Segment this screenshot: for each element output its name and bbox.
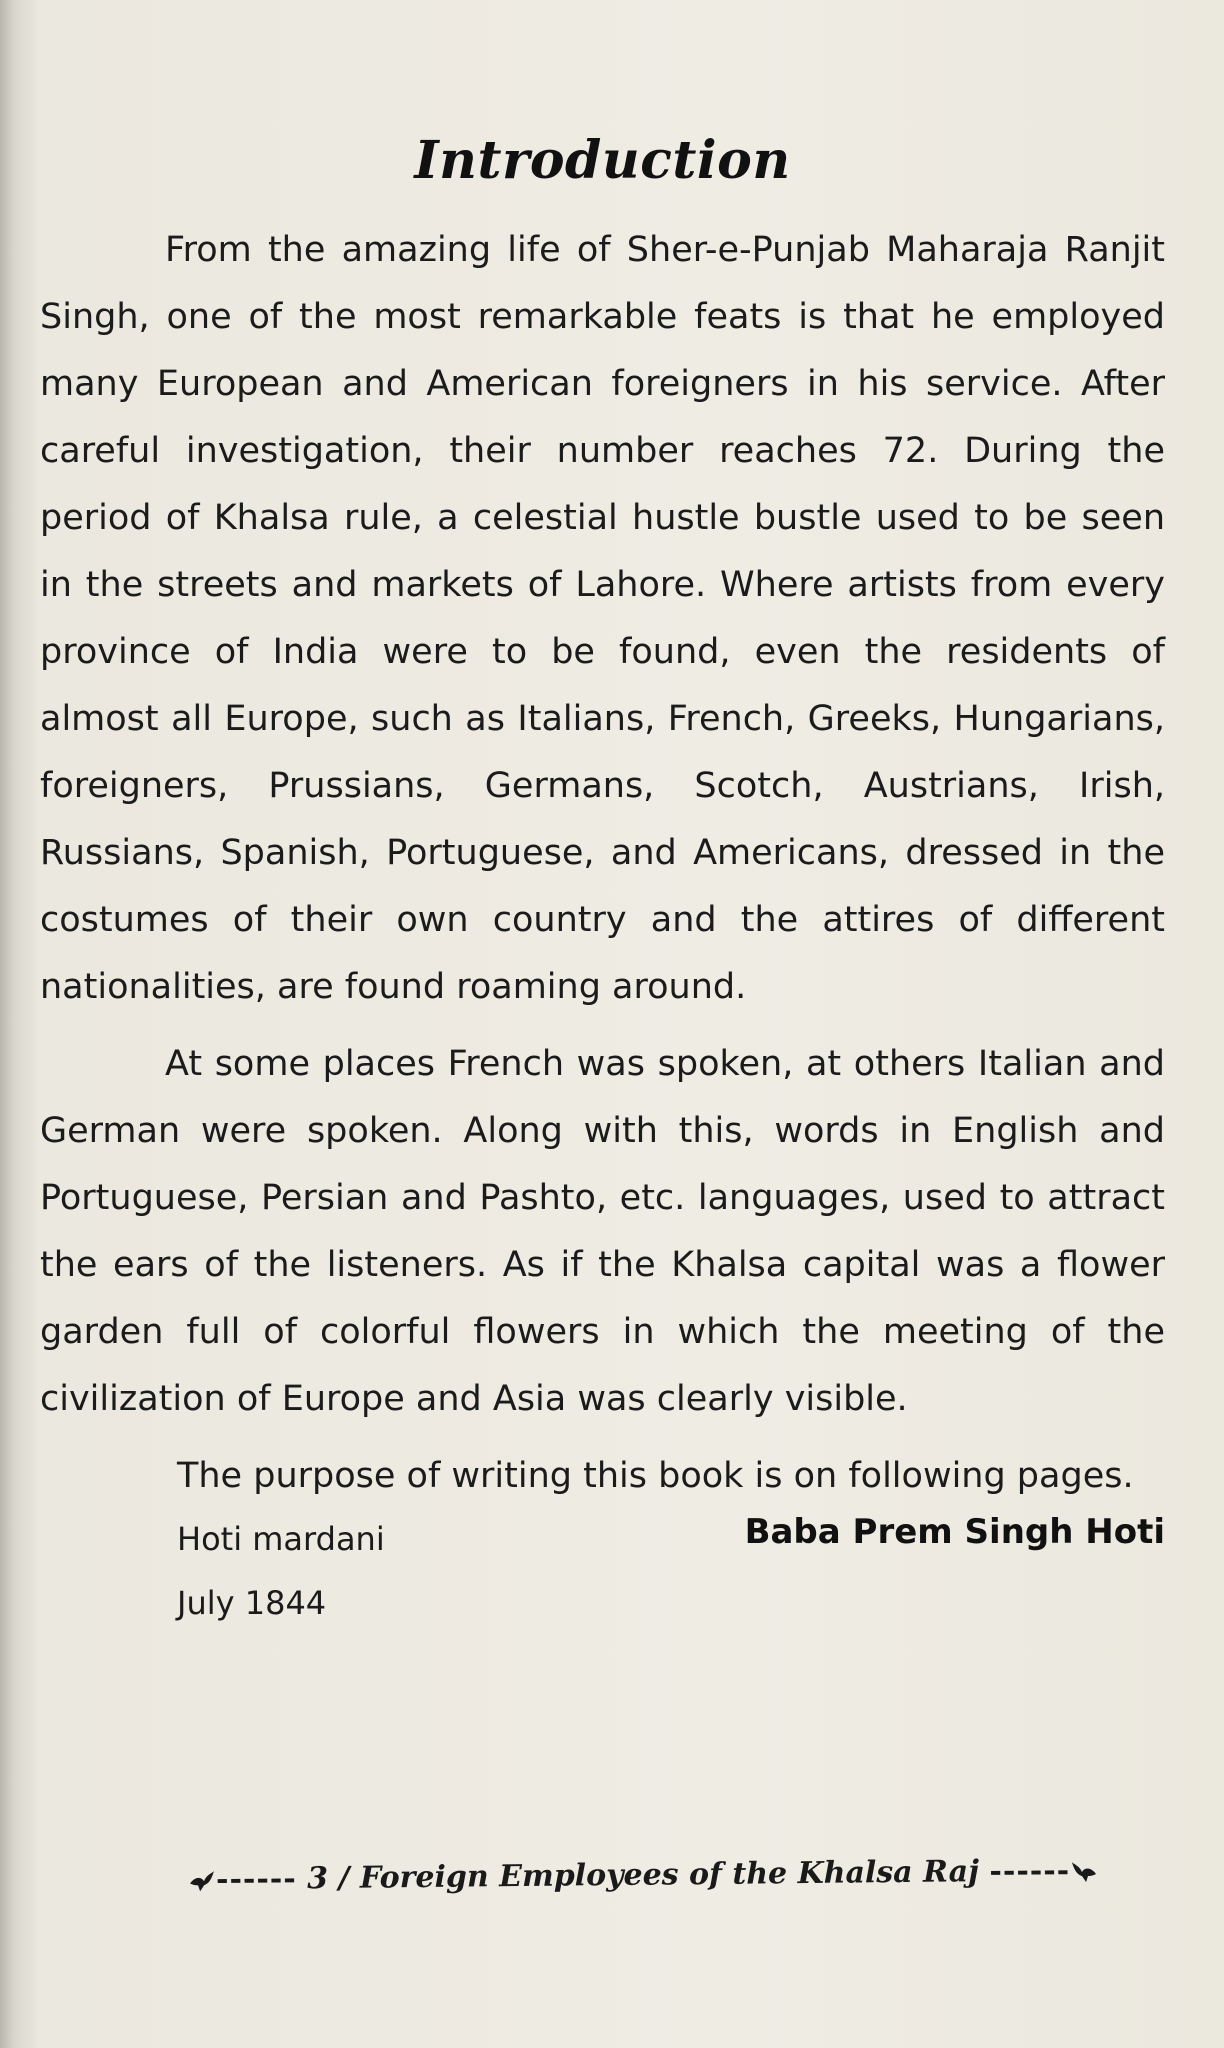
paragraph-1: From the amazing life of Sher-e-Punjab Maharaja Ranjit Singh, one of the most remarkable feats is that he employed many European and American foreigners in his service. After careful investigation, their number reaches 72. During the period of Khalsa rule, a celestial hustle bustle used to be seen in the streets and markets of Lahore. Where artists from every province of India were to be found, even the residents of almost all Europe, such as Italians, French, Greeks, Hungarians, foreigners, Prussians, Germans, Scotch, Austrians, Irish, Russians, Spanish, Portuguese, and Americans, dressed in the costumes of their own country and the attires of different nationalities, are found roaming around. xyxy=(40,230,1165,1007)
footer-dashes-left: ------ xyxy=(215,1861,297,1898)
footer-separator: / xyxy=(338,1860,350,1896)
footer-page-number: 3 xyxy=(307,1860,329,1897)
bird-icon xyxy=(1070,1858,1098,1886)
footer-book-title: Foreign Employees of the Khalsa Raj xyxy=(359,1854,980,1896)
signature-row xyxy=(40,1512,1165,1580)
place-name: Hoti mardani xyxy=(177,1520,385,1558)
date-line: July 1844 xyxy=(177,1584,327,1622)
purpose-line: The purpose of writing this book is on following pages. xyxy=(177,1456,1134,1496)
paragraph-2: At some places French was spoken, at others Italian and German were spoken. Along with this, words in English and Portuguese, Persian and Pashto, etc. languages, used to attract the ears of the listeners. As if the Khalsa capital was a flower garden full of colorful flowers in which the meeting of the civilization of Europe and Asia was clearly visible. xyxy=(40,1044,1165,1419)
page-content xyxy=(40,130,1165,1622)
bird-icon xyxy=(188,1867,216,1895)
page-title: Introduction xyxy=(414,130,791,191)
author-name: Baba Prem Singh Hoti xyxy=(744,1512,1165,1552)
page-footer xyxy=(188,1853,1071,1898)
footer-dashes-right: ------ xyxy=(989,1853,1071,1890)
